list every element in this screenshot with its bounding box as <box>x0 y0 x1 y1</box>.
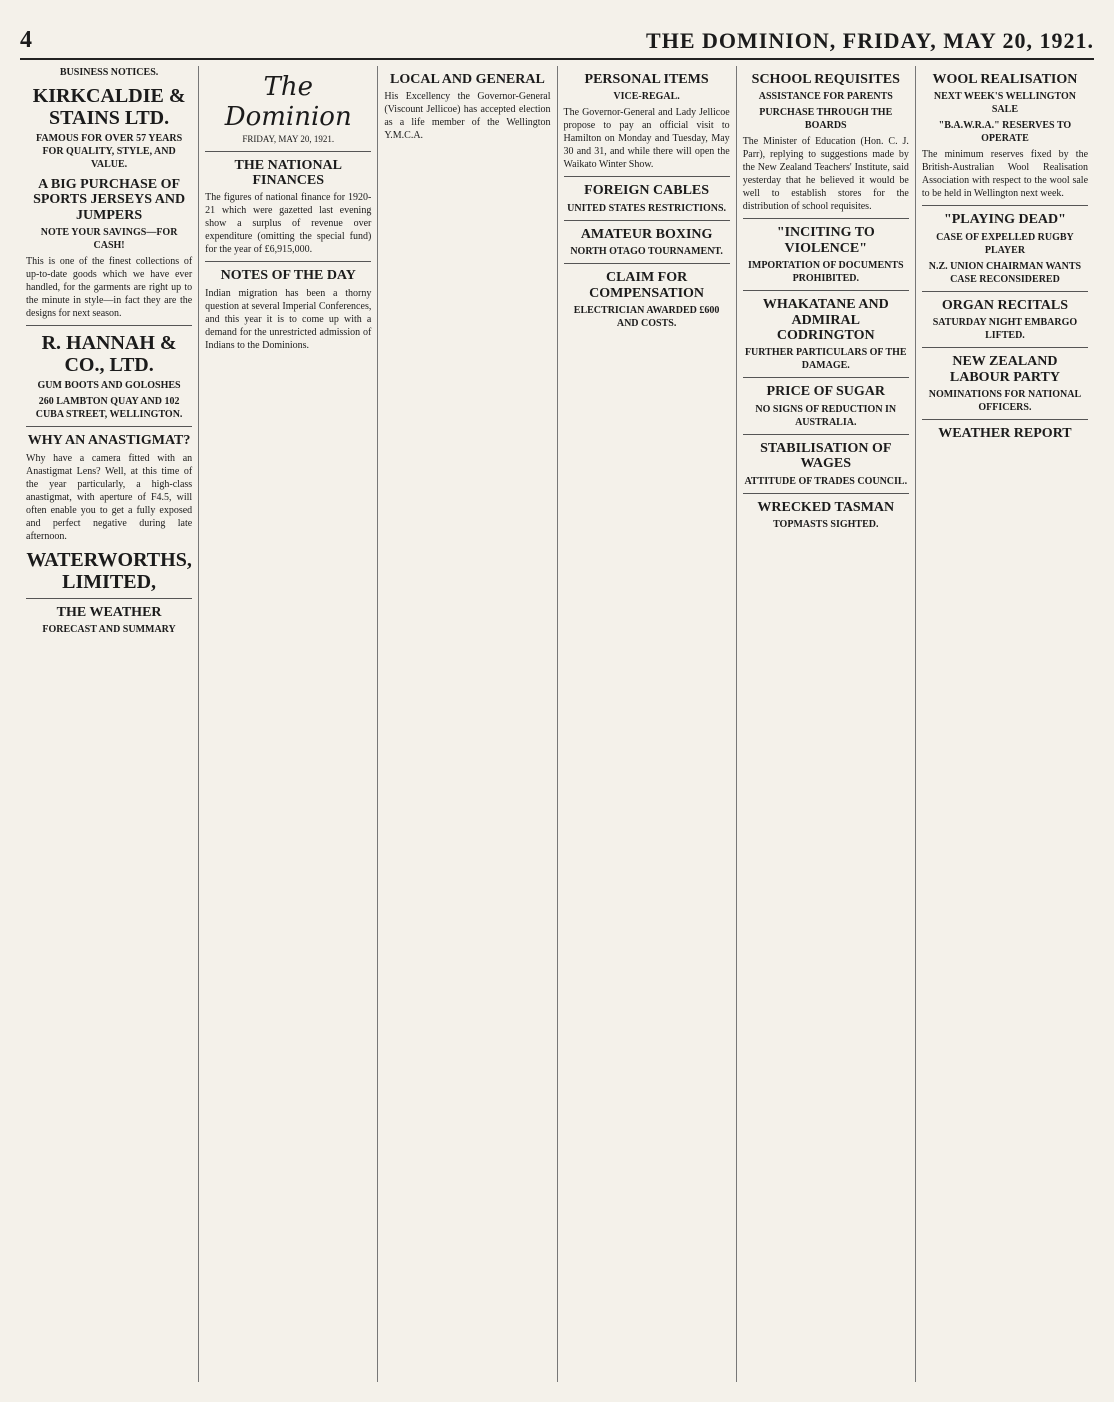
divider <box>26 426 192 427</box>
weather-subheading: FORECAST AND SUMMARY <box>42 623 176 635</box>
divider <box>564 220 730 221</box>
column-5 <box>737 66 916 1382</box>
masthead <box>20 27 1094 60</box>
divider <box>743 493 909 494</box>
divider <box>205 151 371 152</box>
sugar-subheading: NO SIGNS OF REDUCTION IN AUSTRALIA. <box>755 403 897 428</box>
anastigmat-heading: WHY AN ANASTIGMAT? <box>27 433 191 449</box>
school-body: The Minister of Education (Hon. C. J. Parr), replying to suggestions made by the New Zealand Teachers' Institute, said yesterday that he believed it would be well to establish stores for the distribution of school requisites. <box>742 136 909 213</box>
tasman-subheading: TOPMASTS SIGHTED. <box>773 518 879 530</box>
local-heading: LOCAL AND GENERAL <box>390 72 545 87</box>
school-subheading: ASSISTANCE FOR PARENTS <box>758 91 893 103</box>
page-title: THE DOMINION, FRIDAY, MAY 20, 1921. <box>646 28 1094 53</box>
column-4 <box>558 66 737 1382</box>
hannah-address: 260 LAMBTON QUAY AND 102 CUBA STREET, WELLINGTON. <box>35 396 183 421</box>
divider <box>26 598 192 599</box>
playing-dead-subheading-2: N.Z. UNION CHAIRMAN WANTS CASE RECONSIDERED <box>928 260 1082 285</box>
columns <box>20 66 1094 1382</box>
sale-body: This is one of the finest collections of up-to-date goods which we have ever handled, for the garments are right up to the minute in style—in fact they are the designs for next season. <box>26 256 193 320</box>
column-1 <box>20 66 199 1382</box>
divider <box>564 176 730 177</box>
hannah-subheading: GUM BOOTS AND GOLOSHES <box>37 380 181 392</box>
sale-heading: A BIG PURCHASE OF SPORTS JERSEYS AND JUMPERS <box>33 177 186 223</box>
divider <box>922 291 1088 292</box>
school-subheading-2: PURCHASE THROUGH THE BOARDS <box>759 107 893 132</box>
labour-subheading: NOMINATIONS FOR NATIONAL OFFICERS. <box>928 388 1082 413</box>
inciting-subheading: IMPORTATION OF DOCUMENTS PROHIBITED. <box>747 260 904 285</box>
sugar-heading: PRICE OF SUGAR <box>766 384 886 400</box>
column-2 <box>199 66 378 1382</box>
wool-body: The minimum reserves fixed by the British-Australian Wool Realisation Association with respect to the wool sale to be held in Wellington next week. <box>921 149 1089 200</box>
cables-heading: FOREIGN CABLES <box>584 183 710 199</box>
kirkcaldie-tagline: FAMOUS FOR OVER 57 YEARS FOR QUALITY, STYLE, AND VALUE. <box>36 133 183 170</box>
hannah-heading: R. HANNAH & CO., LTD. <box>41 332 177 377</box>
waterworths-heading: WATERWORTHS, LIMITED, <box>26 548 192 593</box>
divider <box>743 218 909 219</box>
tasman-heading: WRECKED TASMAN <box>757 499 895 515</box>
playing-dead-heading: "PLAYING DEAD" <box>943 212 1066 228</box>
column-3 <box>378 66 557 1382</box>
notes-body: Indian migration has been a thorny question at several Imperial Conferences, and this year it is to come up with a demand for the unrestricted admission of Indians to the Dominions. <box>205 287 372 351</box>
divider <box>922 347 1088 348</box>
divider <box>564 263 730 264</box>
finances-body: The figures of national finance for 1920-21 which were gazetted last evening show a surplus of revenue over expenditure (omitting the special fund) for the year of £6,915,000. <box>205 192 372 256</box>
personal-heading: PERSONAL ITEMS <box>584 72 709 87</box>
column-6 <box>916 66 1094 1382</box>
divider <box>743 434 909 435</box>
wages-heading: STABILISATION OF WAGES <box>760 440 892 472</box>
issue-date: FRIDAY, MAY 20, 1921. <box>242 134 335 144</box>
wool-subheading: NEXT WEEK'S WELLINGTON SALE <box>933 91 1076 116</box>
wool-heading: WOOL REALISATION <box>932 72 1078 87</box>
divider <box>922 419 1088 420</box>
business-notices-label: BUSINESS NOTICES. <box>59 67 159 78</box>
local-body: His Excellency the Governor-General (Viscount Jellicoe) has accepted election as a life member of the Wellington Y.M.C.A. <box>384 91 551 142</box>
divider <box>743 290 909 291</box>
whakatane-heading: WHAKATANE AND ADMIRAL CODRINGTON <box>762 297 889 343</box>
anastigmat-body: Why have a camera fitted with an Anastigmat Lens? Well, at this time of the year particularly, a high-class anastigmat, with aperture of F4.5, will often enable you to get a fully exposed and perfect negative during late afternoon. <box>26 452 193 542</box>
organ-subheading: SATURDAY NIGHT EMBARGO LIFTED. <box>932 317 1078 342</box>
cables-subheading: UNITED STATES RESTRICTIONS. <box>567 202 727 214</box>
boxing-heading: AMATEUR BOXING <box>580 226 713 242</box>
divider <box>922 205 1088 206</box>
notes-heading: NOTES OF THE DAY <box>220 268 356 284</box>
divider <box>26 325 192 326</box>
whakatane-subheading: FURTHER PARTICULARS OF THE DAMAGE. <box>744 347 907 372</box>
claim-subheading: ELECTRICIAN AWARDED £600 AND COSTS. <box>573 304 720 329</box>
weather-report-heading: WEATHER REPORT <box>938 425 1072 441</box>
kirkcaldie-heading: KIRKCALDIE & STAINS LTD. <box>32 85 186 129</box>
wool-subheading-2: "B.A.W.R.A." RESERVES TO OPERATE <box>938 120 1072 145</box>
labour-heading: NEW ZEALAND LABOUR PARTY <box>949 354 1060 385</box>
divider <box>743 377 909 378</box>
finances-heading: THE NATIONAL FINANCES <box>234 157 342 189</box>
playing-dead-subheading: CASE OF EXPELLED RUGBY PLAYER <box>936 231 1074 256</box>
wages-subheading: ATTITUDE OF TRADES COUNCIL. <box>744 475 908 487</box>
boxing-subheading: NORTH OTAGO TOURNAMENT. <box>570 246 723 258</box>
weather-heading: THE WEATHER <box>56 604 162 620</box>
newspaper-logo: The Dominion <box>224 72 352 132</box>
personal-subheading: VICE-REGAL. <box>613 91 680 103</box>
organ-heading: ORGAN RECITALS <box>941 297 1069 313</box>
inciting-heading: "INCITING TO VIOLENCE" <box>776 225 875 256</box>
claim-heading: CLAIM FOR COMPENSATION <box>589 270 705 301</box>
personal-body: The Governor-General and Lady Jellicoe propose to pay an official visit to Hamilton on Monday and Tuesday, May 30 and 31, and while there will open the Waikato Winter Show. <box>563 107 730 171</box>
page-number: 4 <box>20 27 32 53</box>
divider <box>205 261 371 262</box>
school-heading: SCHOOL REQUISITES <box>751 72 900 87</box>
sale-subheading: NOTE YOUR SAVINGS—FOR CASH! <box>40 227 178 252</box>
